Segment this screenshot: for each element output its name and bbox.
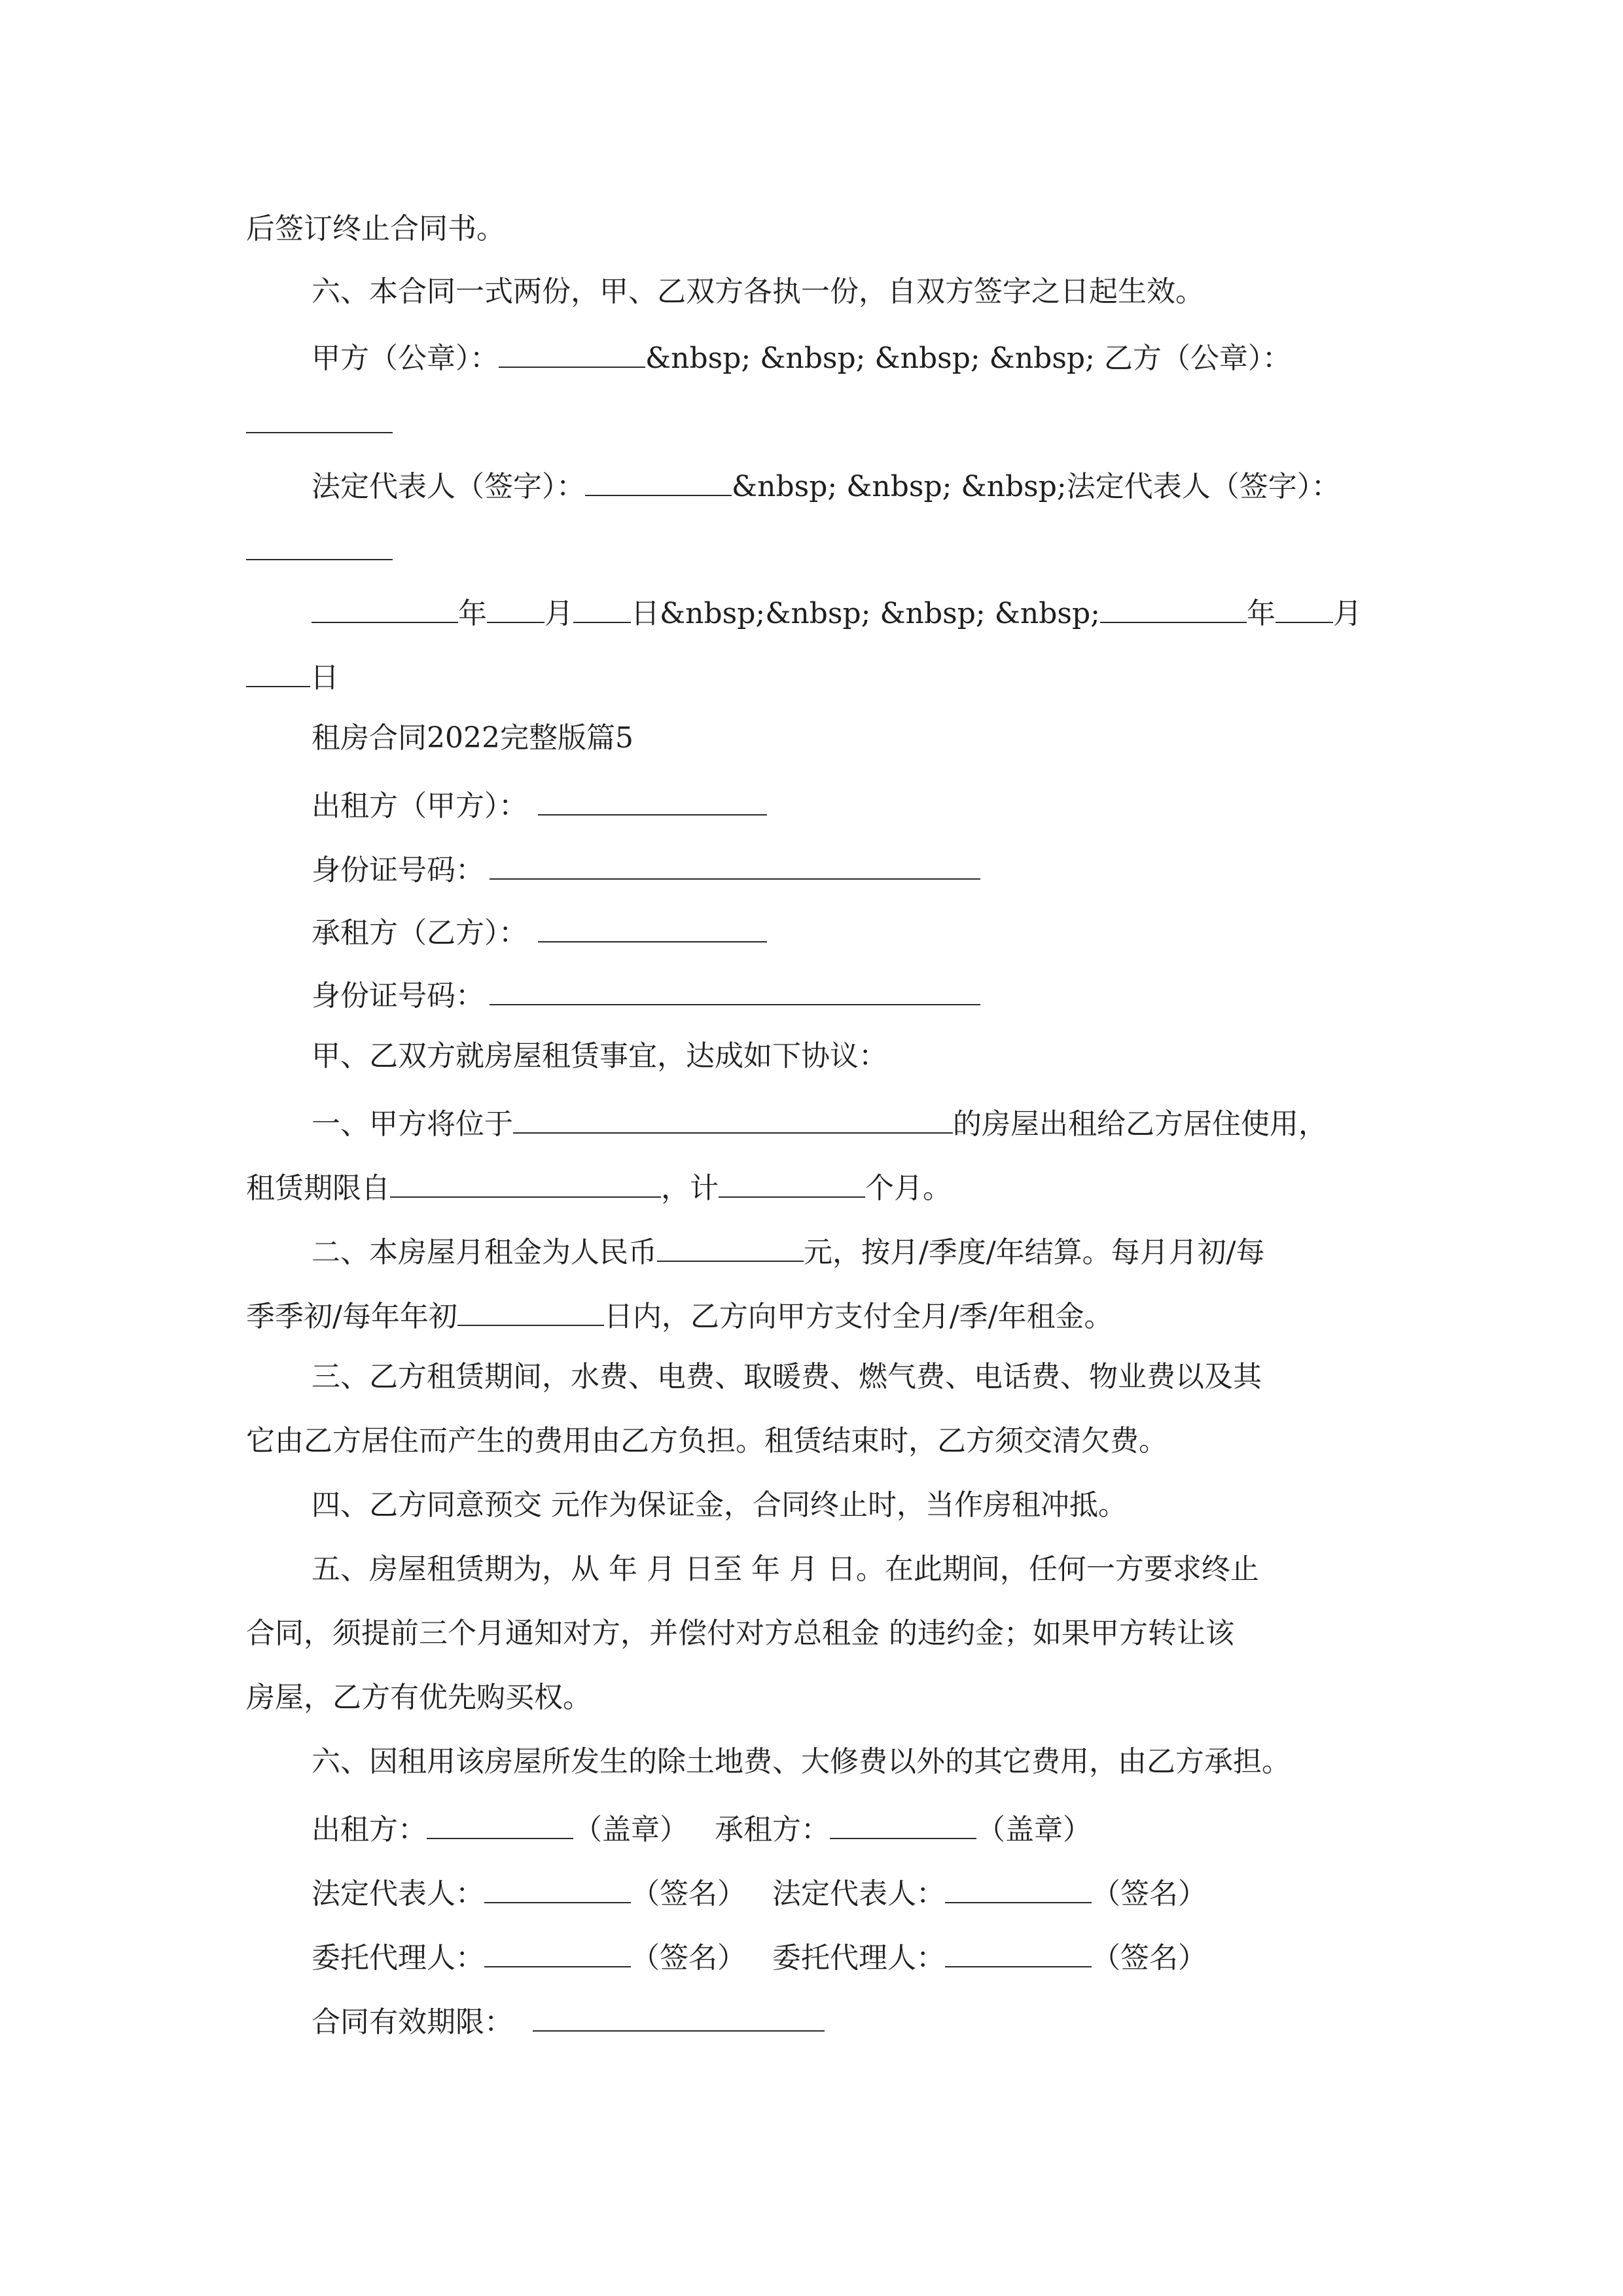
blank-field[interactable]	[246, 528, 393, 560]
contract-validity: 合同有效期限：	[312, 1999, 825, 2042]
blank-field[interactable]	[246, 401, 393, 433]
blank-field[interactable]	[945, 1935, 1092, 1967]
blank-field[interactable]	[484, 1871, 631, 1903]
blank-field[interactable]	[490, 973, 980, 1005]
blank-line	[246, 401, 393, 444]
blank-field[interactable]	[312, 590, 458, 623]
section-title: 租房合同2022完整版篇5	[312, 721, 633, 755]
id-number-line: 身份证号码：	[312, 973, 980, 1016]
blank-field[interactable]	[427, 1806, 573, 1839]
clause-two-cont: 季季初/每年年初 日内，乙方向甲方支付全月/季/年租金。	[246, 1293, 1113, 1336]
paragraph-ending: 后签订终止合同书。	[246, 212, 505, 245]
blank-field[interactable]	[538, 910, 767, 942]
blank-field[interactable]	[1275, 590, 1333, 623]
blank-field[interactable]	[490, 847, 980, 880]
clause-one: 一、甲方将位于 的房屋出租给乙方居住使用，	[312, 1101, 1327, 1144]
blank-field[interactable]	[487, 590, 544, 623]
signature-legal-reps: 法定代表人： （签名） 法定代表人： （签名）	[312, 1871, 1207, 1914]
blank-field[interactable]	[533, 1999, 825, 2032]
blank-field[interactable]	[513, 1101, 953, 1134]
blank-field[interactable]	[573, 590, 631, 623]
clause-six: 六、因租用该房屋所发生的除土地费、大修费以外的其它费用，由乙方承担。	[312, 1745, 1291, 1778]
signature-parties: 出租方： （盖章） 承租方： （盖章）	[312, 1806, 1092, 1850]
blank-field[interactable]	[945, 1871, 1092, 1903]
id-number-line: 身份证号码：	[312, 847, 980, 890]
clause-three-cont: 它由乙方居住而产生的费用由乙方负担。租赁结束时，乙方须交清欠费。	[246, 1424, 1168, 1458]
blank-field[interactable]	[657, 1229, 804, 1262]
clause-five-cont: 合同，须提前三个月通知对方，并偿付对方总租金 的违约金；如果甲方转让该	[246, 1617, 1234, 1650]
legal-rep-line: 法定代表人（签字）： &nbsp; &nbsp; &nbsp;法定代表人（签字）：	[312, 463, 1340, 507]
lessor-line: 出租方（甲方）：	[312, 783, 767, 826]
clause-three: 三、乙方租赁期间，水费、电费、取暖费、燃气费、电话费、物业费以及其	[312, 1360, 1262, 1393]
clause-four: 四、乙方同意预交 元作为保证金，合同终止时，当作房租冲抵。	[312, 1488, 1127, 1522]
blank-line	[246, 528, 393, 571]
clause-five-end: 房屋，乙方有优先购买权。	[246, 1681, 592, 1714]
date-line: 年 月 日&nbsp;&nbsp; &nbsp; &nbsp; 年 月	[312, 590, 1362, 634]
blank-field[interactable]	[499, 335, 645, 368]
date-day-line: 日	[246, 655, 339, 698]
lessee-line: 承租方（乙方）：	[312, 910, 767, 953]
clause-six-copies: 六、本合同一式两份，甲、乙双方各执一份，自双方签字之日起生效。	[312, 275, 1204, 308]
blank-field[interactable]	[390, 1165, 661, 1198]
party-seal-line: 甲方（公章）： &nbsp; &nbsp; &nbsp; &nbsp; 乙方（公章）：	[312, 335, 1291, 378]
blank-field[interactable]	[830, 1806, 976, 1839]
blank-field[interactable]	[457, 1293, 604, 1326]
blank-field[interactable]	[538, 783, 767, 816]
clause-five: 五、房屋租赁期为，从 年 月 日至 年 月 日。在此期间，任何一方要求终止	[312, 1552, 1259, 1586]
blank-field[interactable]	[719, 1165, 865, 1198]
agreement-intro: 甲、乙双方就房屋租赁事宜，达成如下协议：	[312, 1039, 887, 1073]
blank-field[interactable]	[1100, 590, 1247, 623]
blank-field[interactable]	[246, 655, 310, 687]
blank-field[interactable]	[585, 463, 732, 496]
blank-field[interactable]	[484, 1935, 631, 1967]
clause-two: 二、本房屋月租金为人民币 元，按月/季度/年结算。每月月初/每	[312, 1229, 1264, 1272]
signature-agents: 委托代理人： （签名） 委托代理人： （签名）	[312, 1935, 1207, 1978]
clause-one-term: 租赁期限自 ，计 个月。	[246, 1165, 952, 1208]
